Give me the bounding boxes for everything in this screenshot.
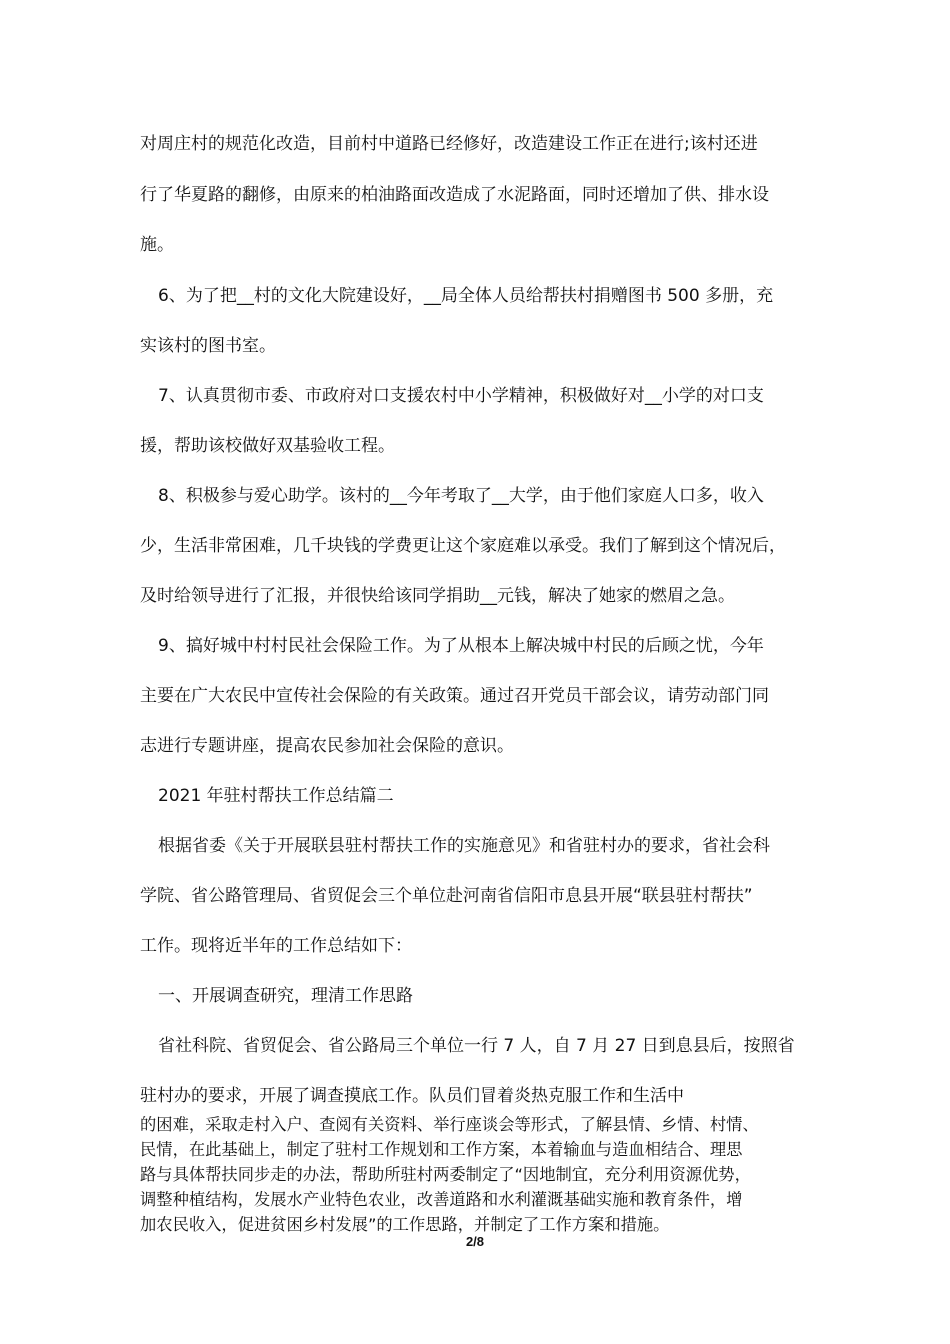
page-number: 2/8 <box>465 1234 485 1249</box>
body-line: 援，帮助该校做好双基验收工程。 <box>140 436 395 456</box>
body-line: 路与具体帮扶同步走的办法，帮助所驻村两委制定了“因地制宜，充分利用资源优势， <box>140 1165 751 1184</box>
list-item-8: 8、积极参与爱心助学。该村的__今年考取了__大学，由于他们家庭人口多，收入 <box>158 486 764 506</box>
body-line: 主要在广大农民中宣传社会保险的有关政策。通过召开党员干部会议，请劳动部门同 <box>140 686 769 706</box>
section-heading: 2021 年驻村帮扶工作总结篇二 <box>158 786 394 806</box>
body-line: 民情，在此基础上，制定了驻村工作规划和工作方案，本着输血与造血相结合、理思 <box>140 1140 743 1159</box>
body-line: 实该村的图书室。 <box>140 336 276 356</box>
body-line: 施。 <box>140 235 174 255</box>
body-line: 驻村办的要求，开展了调查摸底工作。队员们冒着炎热克服工作和生活中 <box>140 1086 684 1106</box>
body-line: 根据省委《关于开展联县驻村帮扶工作的实施意见》和省驻村办的要求，省社会科 <box>158 836 770 856</box>
body-line: 行了华夏路的翻修，由原来的柏油路面改造成了水泥路面，同时还增加了供、排水设 <box>140 185 769 205</box>
body-line: 加农民收入，促进贫困乡村发展”的工作思路，并制定了工作方案和措施。 <box>140 1215 670 1234</box>
list-item-7: 7、认真贯彻市委、市政府对口支援农村中小学精神，积极做好对__小学的对口支 <box>158 386 764 406</box>
list-item-9: 9、搞好城中村村民社会保险工作。为了从根本上解决城中村民的后顾之忧，今年 <box>158 636 764 656</box>
body-line: 学院、省公路管理局、省贸促会三个单位赴河南省信阳市息县开展“联县驻村帮扶” <box>140 886 753 906</box>
subsection-heading: 一、开展调查研究，理清工作思路 <box>158 986 413 1006</box>
body-line: 省社科院、省贸促会、省公路局三个单位一行 7 人，自 7 月 27 日到息县后，按照省 <box>158 1036 795 1056</box>
list-item-6: 6、为了把__村的文化大院建设好，__局全体人员给帮扶村捐赠图书 500 多册，充 <box>158 286 774 306</box>
body-line: 对周庄村的规范化改造，目前村中道路已经修好，改造建设工作正在进行;该村还进 <box>140 134 758 154</box>
body-line: 少，生活非常困难，几千块钱的学费更让这个家庭难以承受。我们了解到这个情况后， <box>140 536 786 556</box>
body-line: 调整种植结构，发展水产业特色农业，改善道路和水利灌溉基础实施和教育条件，增 <box>140 1190 743 1209</box>
body-line: 志进行专题讲座，提高农民参加社会保险的意识。 <box>140 736 514 756</box>
body-line: 及时给领导进行了汇报，并很快给该同学捐助__元钱，解决了她家的燃眉之急。 <box>140 586 735 606</box>
body-line: 的困难，采取走村入户、查阅有关资料、举行座谈会等形式，了解县情、乡情、村情、 <box>140 1115 759 1134</box>
body-line: 工作。现将近半年的工作总结如下： <box>140 936 412 956</box>
